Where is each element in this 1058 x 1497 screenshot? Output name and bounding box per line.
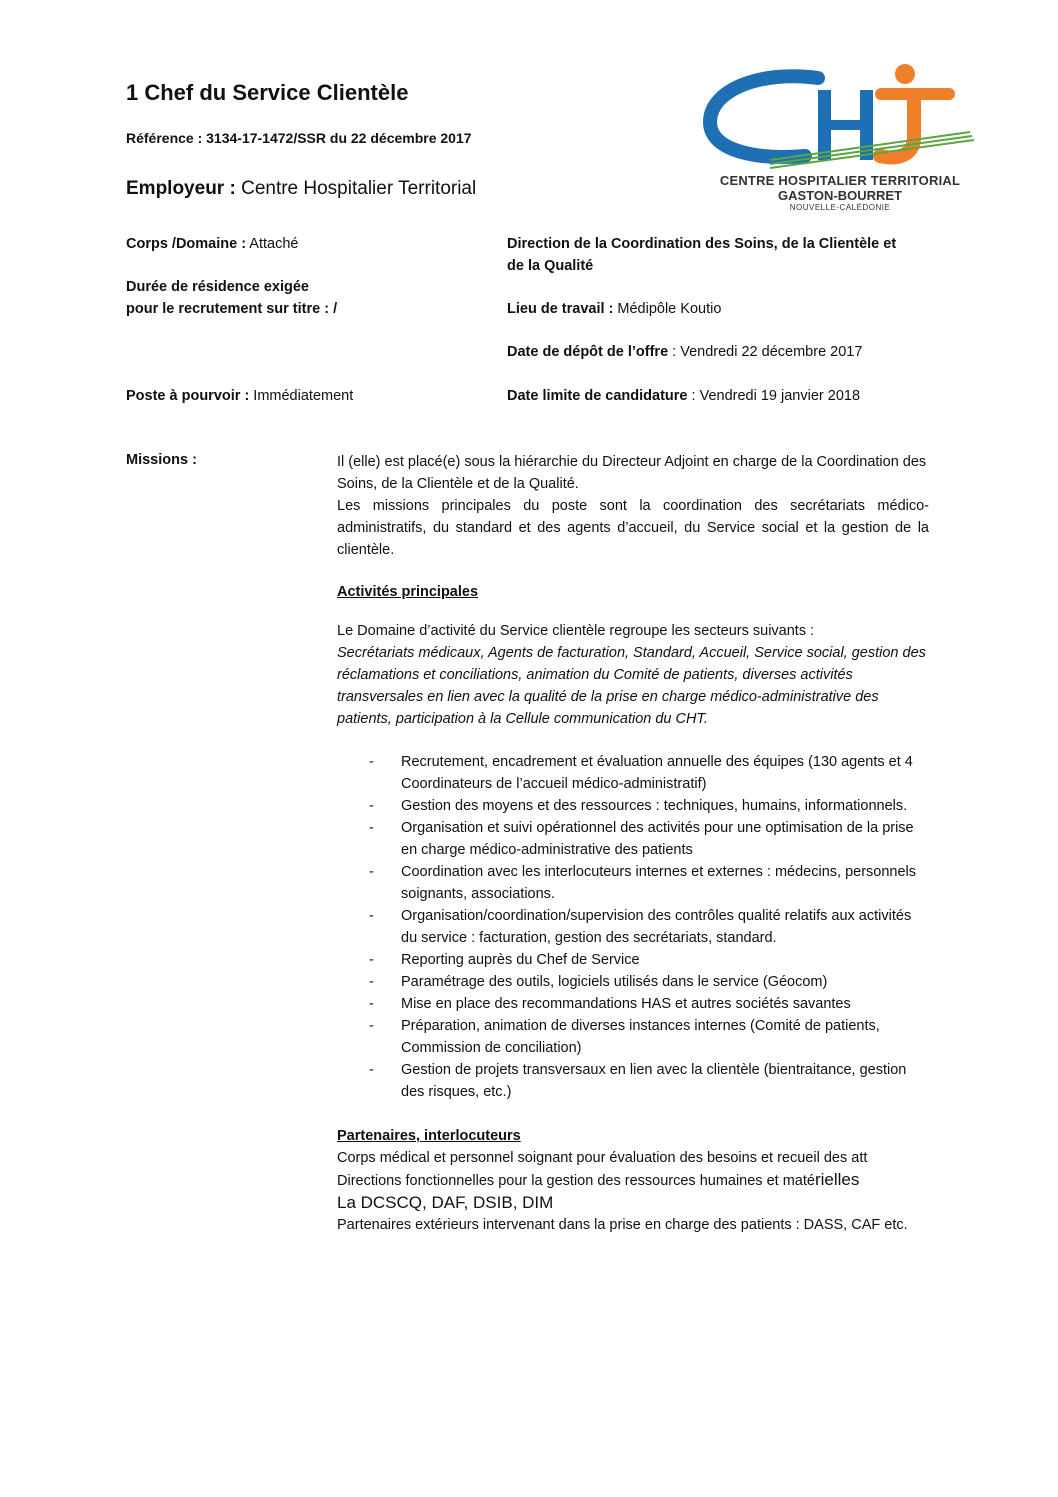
poste-value: Immédiatement [249,388,354,404]
list-item: - Coordination avec les interlocuteurs internes et externes : médecins, personnels soignants, associations. [369,864,917,902]
reference: Référence : 3134-17-1472/SSR du 22 décembre 2017 [126,130,472,146]
list-item: - Gestion de projets transversaux en lien avec la clientèle (bientraitance, gestion des risques, etc.) [369,1062,907,1100]
list-item: - Paramétrage des outils, logiciels utilisés dans le service (Géocom) [369,974,828,990]
limite-label: Date limite de candidature [507,388,688,404]
direction-line-1: Direction de la Coordination des Soins, de la Clientèle et [507,236,897,252]
list-item: - Organisation/coordination/supervision des contrôles qualité relatifs aux activités du service : facturation, gestion des secrétariats, standard. [369,908,912,946]
date-limite [507,385,860,407]
corps-domaine [126,233,298,255]
list-item: - Mise en place des recommandations HAS et autres sociétés savantes [369,996,851,1012]
cht-logo-mark [700,60,980,172]
direction-line-2: de la Qualité [507,258,594,274]
list-item: - Reporting auprès du Chef de Service [369,952,640,968]
logo-line-3: NOUVELLE-CALÉDONIE [789,203,891,212]
list-item: - Organisation et suivi opérationnel des activités pour une optimisation de la prise en charge médico-administrative des patients [369,820,914,858]
partners-line-1: Corps médical et personnel soignant pour évaluation des besoins et recueil des att [337,1150,868,1166]
missions-intro: Il (elle) est placé(e) sous la hiérarchie du Directeur Adjoint en charge de la Coordination des Soins, de la Clientèle et de la Qualité. [337,454,927,492]
missions-label: Missions : [126,452,197,468]
depot-label: Date de dépôt de l’offre [507,344,669,360]
list-item: - Préparation, animation de diverses instances internes (Comité de patients, Commission de conciliation) [369,1018,880,1056]
activities-list [337,751,929,1103]
partners-line-2: Directions fonctionnelles pour la gestion des ressources humaines et matérielles [337,1170,860,1189]
missions-main: Les missions principales du poste sont la coordination des secrétariats médico-administratifs, du standard et des agents d’accueil, du Service social et la gestion de la clientèle. [337,498,929,558]
cht-logo [700,60,980,215]
lieu-value: Médipôle Koutio [613,301,722,317]
poste-a-pourvoir [126,385,353,407]
lieu-label: Lieu de travail : [507,301,614,317]
partners-heading: Partenaires, interlocuteurs [337,1128,521,1144]
activities-heading: Activités principales [337,584,479,600]
lieu-de-travail [507,298,721,320]
duree-label-1: Durée de résidence exigée [126,279,309,295]
employer-value: Centre Hospitalier Territorial [235,178,477,199]
corps-label: Corps /Domaine : [126,236,247,252]
depot-value: : Vendredi 22 décembre 2017 [668,344,863,360]
list-item: - Recrutement, encadrement et évaluation annuelle des équipes (130 agents et 4 Coordinateurs de l’accueil médico-administratif) [369,754,913,792]
list-item: - Gestion des moyens et des ressources : techniques, humains, informationnels. [369,798,908,814]
date-depot [507,341,862,363]
missions-body [337,451,929,1236]
limite-value: : Vendredi 19 janvier 2018 [687,388,861,404]
logo-line-2: GASTON-BOURRET [778,188,902,203]
corps-value: Attaché [246,236,299,252]
domain-list: Secrétariats médicaux, Agents de facturation, Standard, Accueil, Service social, gestion des réclamations et conciliations, animation du Comité de patients, diverses activités transversales en lien avec la qualité de la prise en charge médico-administrative des patients, participation à la Cellule communication du CHT. [337,645,926,727]
poste-label: Poste à pourvoir : [126,388,250,404]
partners-line-3: La DCSCQ, DAF, DSIB, DIM [337,1193,554,1212]
partners-line-4: Partenaires extérieurs intervenant dans la prise en charge des patients : DASS, CAF etc. [337,1217,908,1233]
domain-intro: Le Domaine d’activité du Service clientèle regroupe les secteurs suivants : [337,623,815,639]
logo-line-1: CENTRE HOSPITALIER TERRITORIAL [719,173,961,188]
duree-label-2: pour le recrutement sur titre : / [126,301,338,317]
employer-label: Employeur : [126,178,236,199]
page-title: 1 Chef du Service Clientèle [126,80,409,105]
employer [126,178,476,200]
